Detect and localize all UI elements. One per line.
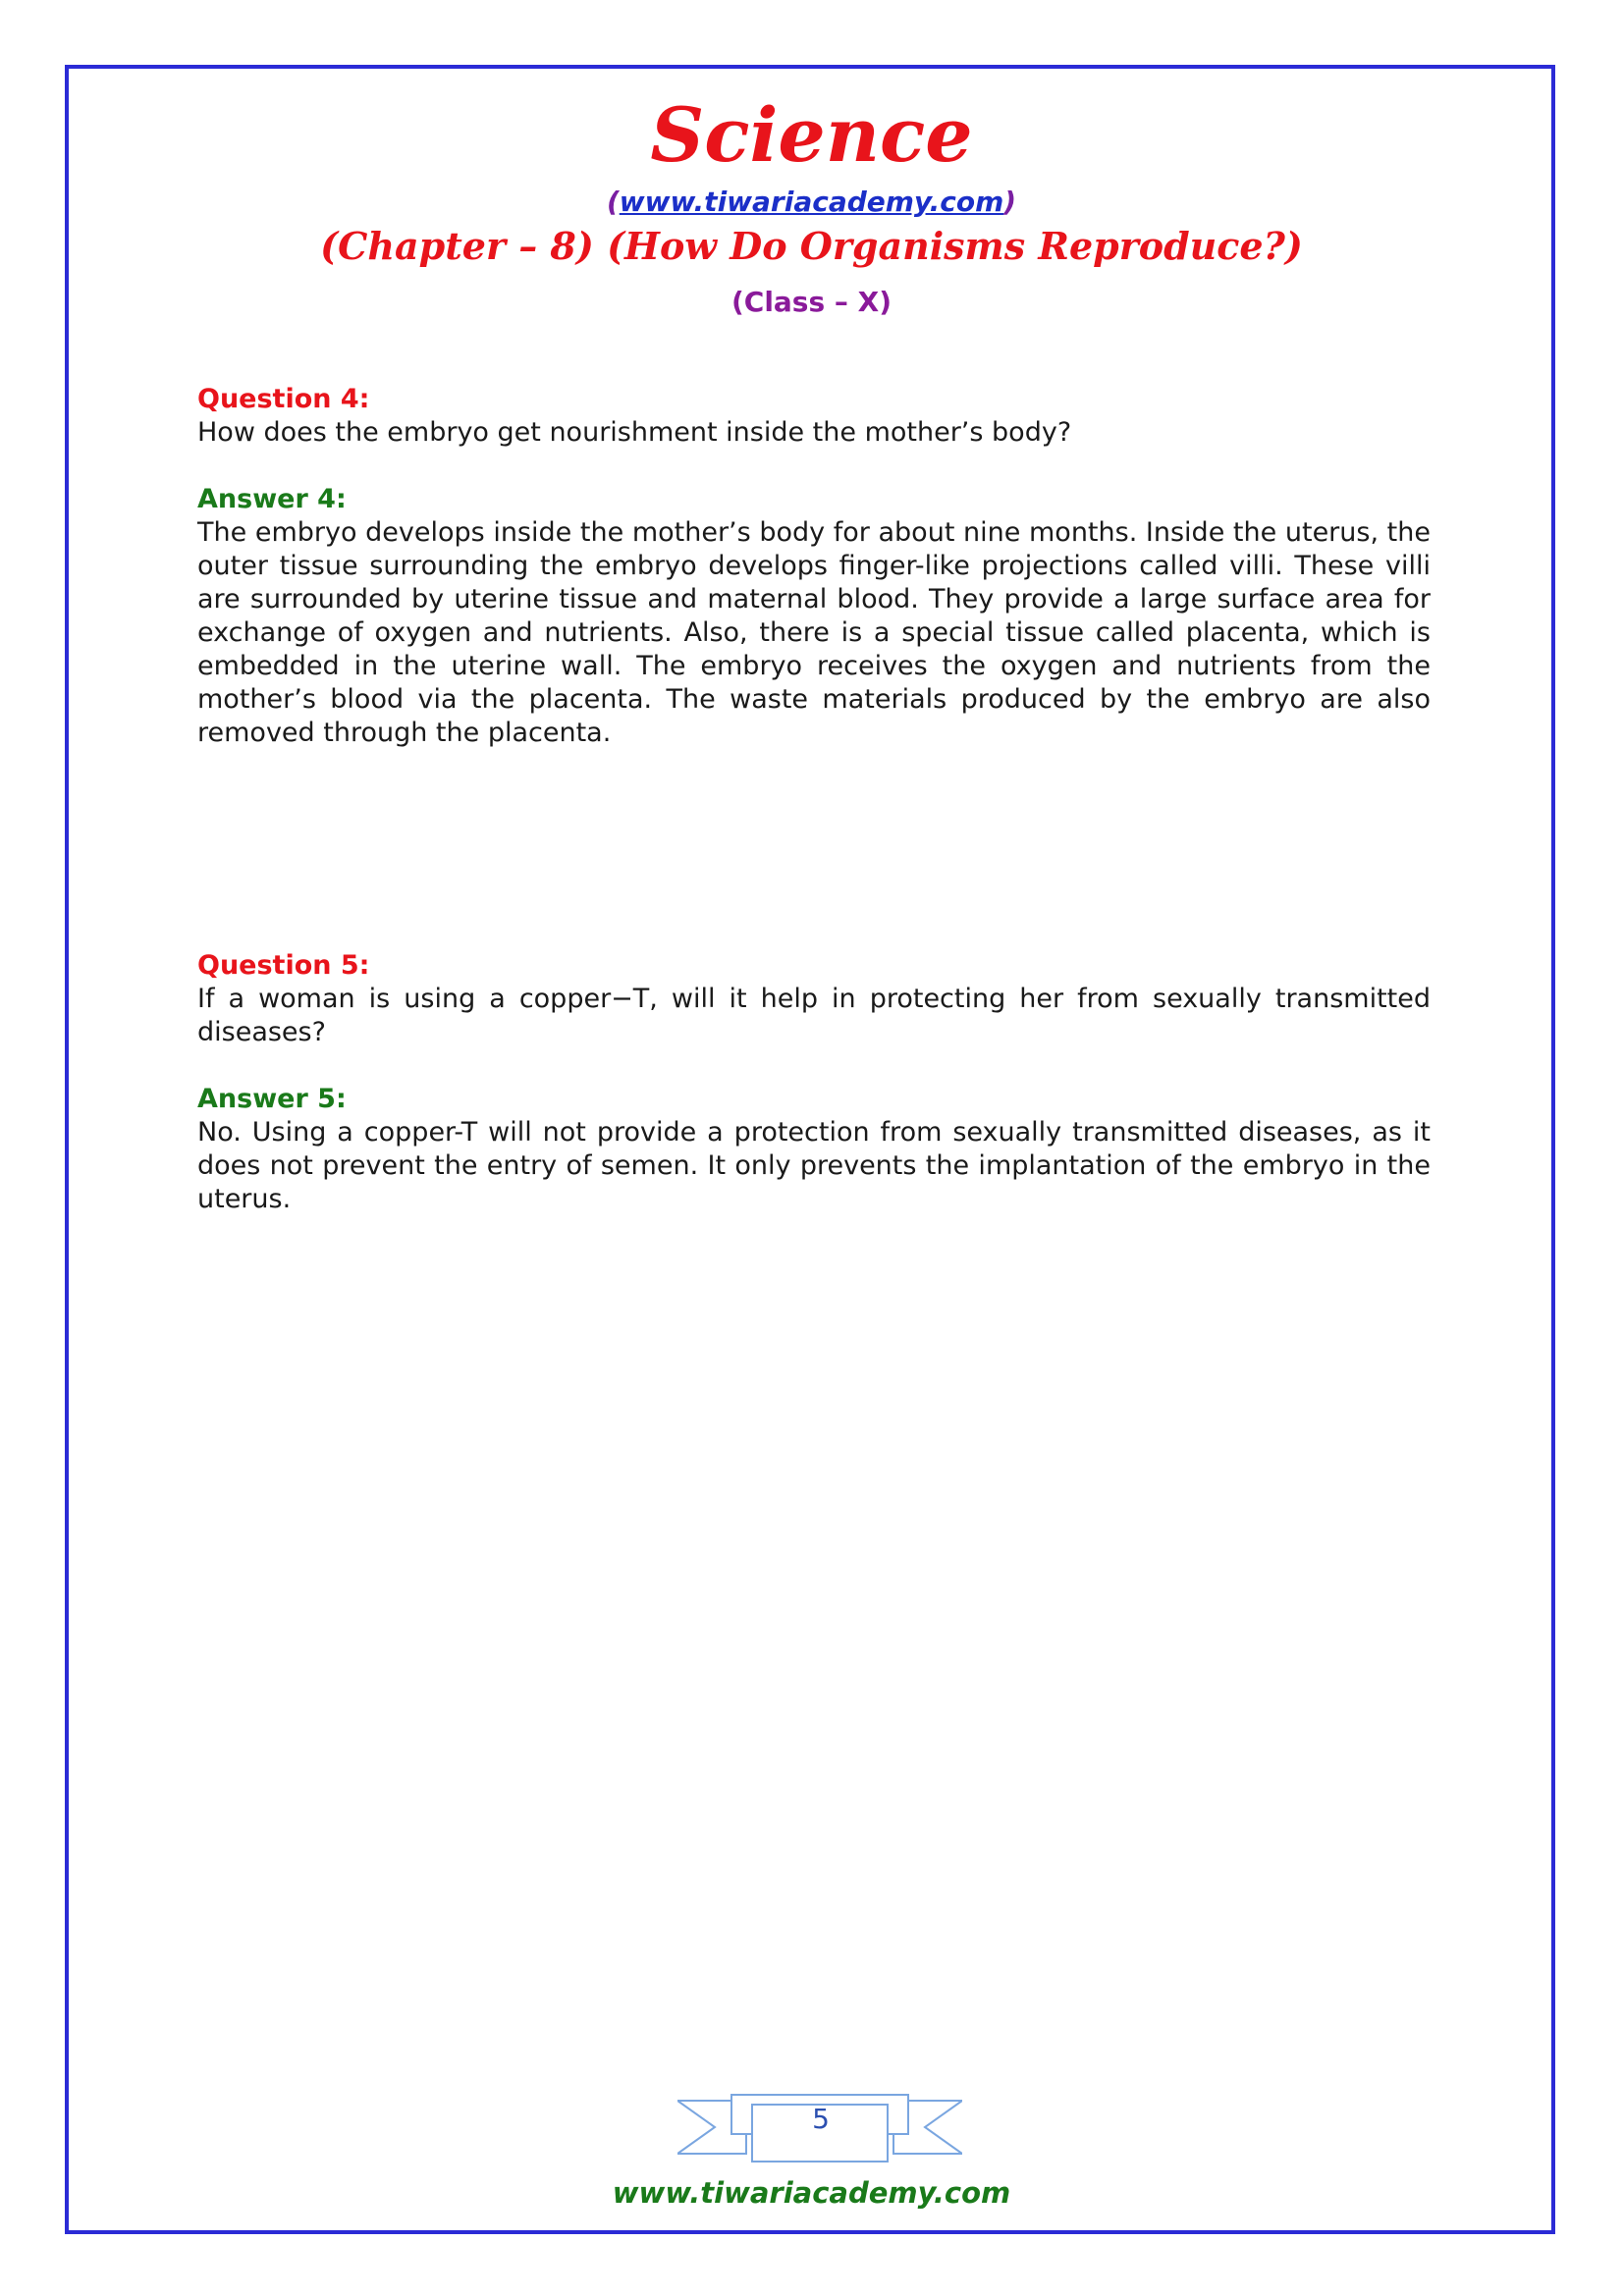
- header-site-url[interactable]: www.tiwariacademy.com: [619, 186, 1004, 218]
- header-site-link[interactable]: [0, 188, 1623, 216]
- answer-block-4: [197, 483, 1431, 750]
- question-block-5: [197, 949, 1431, 1049]
- footer-site-url[interactable]: www.tiwariacademy.com: [612, 2176, 1011, 2210]
- class-label: (Class – X): [730, 286, 893, 318]
- close-paren: ): [1003, 186, 1017, 218]
- page-number: 5: [812, 2103, 830, 2135]
- answer-label: Answer 5:: [197, 1084, 347, 1114]
- answer-text: The embryo develops inside the mother’s body for about nine months. Inside the uterus, the outer tissue surrounding the embryo develops finger-like projections called villi. These villi are surrounded by uterine tissue and maternal blood. They provide a large surface area for exchange of oxygen and nutrients. Also, there is a special tissue called placenta, which is embedded in the uterine wall. The embryo receives the oxygen and nutrients from the mother’s blood via the placenta. The waste materials produced by the embryo are also removed through the placenta.: [197, 517, 1431, 748]
- answer-block-5: [197, 1083, 1431, 1216]
- question-label: Question 4:: [197, 384, 370, 414]
- chapter-heading: (Chapter – 8) (How Do Organisms Reproduce?): [320, 224, 1303, 268]
- question-label: Question 5:: [197, 950, 370, 981]
- answer-text: No. Using a copper-T will not provide a protection from sexually transmitted diseases, as it does not prevent the entry of semen. It only prevents the implantation of the embryo in the uterus.: [197, 1117, 1431, 1214]
- question-text: If a woman is using a copper−T, will it help in protecting her from sexually transmitted diseases?: [197, 984, 1431, 1047]
- answer-label: Answer 4:: [197, 484, 347, 514]
- open-paren: (: [606, 186, 620, 218]
- question-block-4: [197, 383, 1431, 450]
- page-title: Science: [650, 91, 973, 179]
- question-text: How does the embryo get nourishment inside the mother’s body?: [197, 417, 1072, 448]
